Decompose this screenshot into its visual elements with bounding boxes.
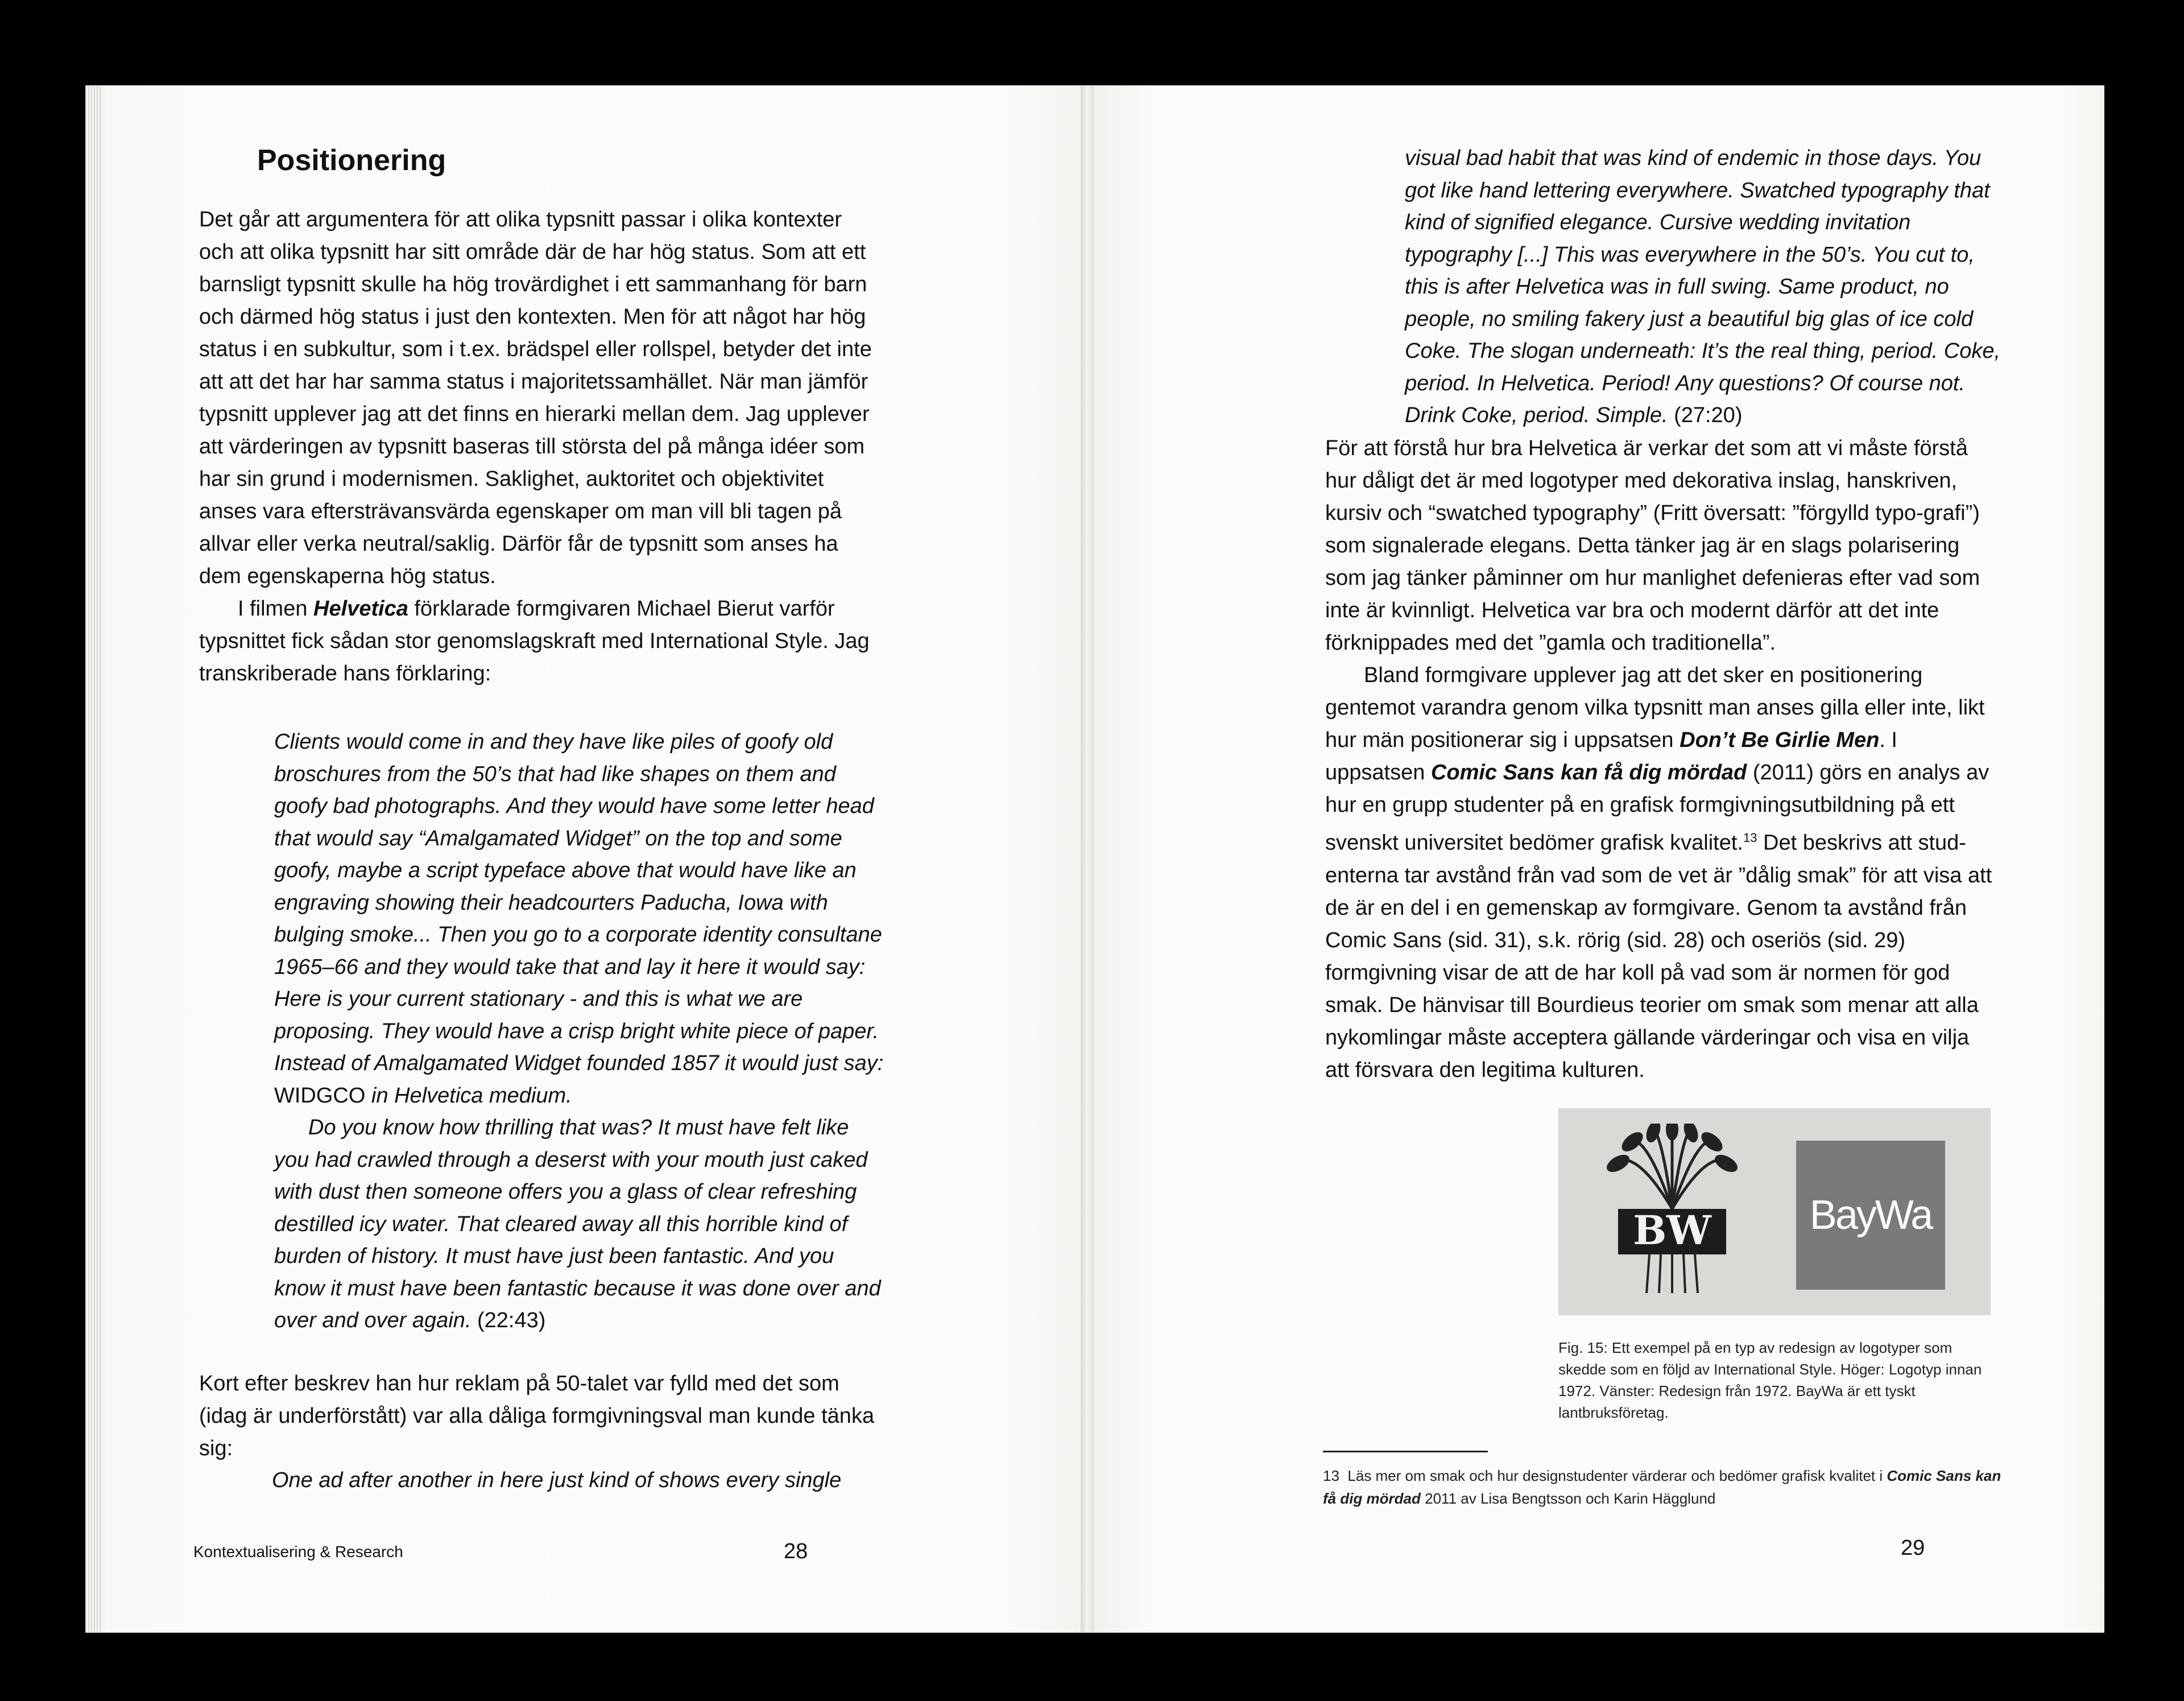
page-number-right: 29 [1901, 1536, 1925, 1560]
book-gutter [1081, 85, 1094, 1633]
left-intro-text [199, 204, 876, 690]
film-paragraph: I filmen Helvetica förklarade formgivaren Michael Bierut varför typsnittet fick sådan stor genomslagskraft med International Style. Jag transkriberade hans förklaring: [199, 597, 870, 686]
footnote: 13 Läs mer om smak och hur designstudenter värderar och bedömer grafisk kvalitet i Comic Sans kan få dig mördad 2011 av Lisa Bengtsson och Karin Hägglund [1323, 1467, 2001, 1507]
left-after-text: Kort efter beskrev han hur reklam på 50-talet var fylld med det som (idag är underförstått) var alla dåliga formgivningsval man kunde tänka sig: [199, 1372, 875, 1460]
intro-paragraph: Det går att argumentera för att olika typsnitt passar i olika kontexter och att olika typsnitt har sitt område där de har hög status. Som att ett barnsligt typsnitt skulle ha hög trovärdighet i ett sammanhang för barn och därmed hög status i just den kontexten. Men för att något har hög status i en subkultur, som i t.ex. brädspel eller rollspel, betyder det inte att att det har har samma status i majoritetssamhället. När man jämför typsnitt upplever jag att det finns en hierarki mellan dem. Jag upplever att värderingen av typsnitt baseras till största del på många idéer som har sin grund i modernismen. Saklighet, auktoritet och objektivitet anses vara eftersträvansvärda egenskaper om man vill bli tagen på allvar eller verka neutral/saklig. Därför får de typsnitt som anses ha dem egenskaperna hög status. [199, 208, 872, 588]
page-number-left: 28 [784, 1539, 808, 1563]
footnote-ref: 13 [1743, 831, 1757, 845]
essay-title-2: Comic Sans kan få dig mördad [1430, 761, 1747, 785]
ad-quote-continued: visual bad habit that was kind of endemic in those days. You got like hand lettering everywhere. Swatched typography that kind of signified elegance. Cursive wedding invitation typography [...] This was everywhere in the 50’s. You cut to, this is after Helvetica was in full swing. Same product, no people, no smiling fakery just a beautiful big glas of ice cold Coke. The slogan underneath: It’s the real thing, period. Coke, period. In Helvetica. Period! Any questions? Of course not. Drink Coke, period. Simple. (27:20) [1405, 146, 2001, 427]
section-heading: Positionering [257, 144, 446, 177]
film-title: Helvetica [313, 597, 408, 621]
bierut-quote [274, 726, 888, 1337]
quote-timestamp: (27:20) [1668, 403, 1743, 427]
quote-timestamp: (22:43) [471, 1308, 546, 1332]
footnote-number: 13 [1323, 1467, 1339, 1484]
page-edge [85, 85, 102, 1633]
wheat-sheaf-icon [1595, 1124, 1749, 1294]
ad-quote-start: One ad after another in here just kind of shows every single [272, 1468, 842, 1492]
footnote-rule [1323, 1451, 1488, 1452]
widgco-word: WIDGCO [274, 1083, 366, 1108]
quote-paragraph-1: Clients would come in and they have like piles of goofy old broschures from the 50’s that had like shapes on them and goofy bad photographs. And they would have some letter head that would say “Amalgamated Widget” on the top and some goofy, maybe a script typeface above that would have like an engraving showing their headcourters Paducha, Iowa with bulging smoke... Then you go to a corporate identity consultane 1965–66 and they would take that and lay it here it would say: Here is your current stationary - and this is what we are proposing. They would have a crisp bright white piece of paper. Instead of Amalgamated Widget founded 1857 it would just say: WIDGCO in Helvetica medium. [274, 730, 884, 1108]
footnote-title: Comic Sans kan få dig mördad [1323, 1467, 2001, 1507]
svg-text:BW: BW [1633, 1207, 1711, 1254]
essay-title-1: Don’t Be Girlie Men [1680, 728, 1880, 752]
quote-paragraph-2: Do you know how thrilling that was? It must have felt like you had crawled through a deserst with your mouth just caked with dust then someone offers you a glass of clear refreshing destilled icy water. That cleared away all this horrible kind of burden of history. It must have just been fantastic. And you know it must have been fantastic because it was done over and over and over again. (22:43) [274, 1116, 881, 1332]
figure-caption: Fig. 15: Ett exempel på en typ av redesign av logotyper som skedde som en följd av International Style. Höger: Logotyp innan 1972. Vänster: Redesign från 1972. BayWa är ett tyskt lantbruksföretag. [1558, 1339, 1982, 1421]
running-footer: Kontextualisering & Research [193, 1543, 403, 1560]
helvetica-paragraph: För att förstå hur bra Helvetica är verkar det som att vi måste förstå hur dåligt det är med logotyper med dekorativa inslag, hanskriven, kursiv och “swatched typography” (Fritt översatt: ”förgylld typo-grafi”) som signalerade elegans. Detta tänker jag är en slags polarisering som jag tänker påminner om hur manlighet defenieras efter vad som inte är kvinnligt. Helvetica var bra och modernt därför att det inte förknippades med det ”gamla och traditionella”. [1325, 436, 1980, 655]
baywa-logo: BayWa [1796, 1141, 1945, 1290]
right-body-text [1325, 432, 1996, 1087]
old-baywa-logo [1595, 1124, 1749, 1294]
positioning-paragraph: Bland formgivare upplever jag att det sker en positionering gentemot varandra genom vilka typsnitt man anses gilla eller inte, likt hur män positionerar sig i uppsatsen Don’t Be Girlie Men. I uppsatsen Comic Sans kan få dig mördad (2011) görs en analys av hur en grupp studenter på en grafisk formgivningsutbildning på ett svenskt universitet bedömer grafisk kvalitet.$^{13}$ Det beskrivs att stud-enterna tar avstånd från vad som de vet är ”dålig smak” för att visa att de är en del i en gemenskap av formgivare. Genom ta avstånd från Comic Sans (sid. 31), s.k. rörig (sid. 28) och oseriös (sid. 29) formgivning visar de att de har koll på vad som är normen för god smak. De hänvisar till Bourdieus teorier om smak som menar att alla nykomlingar måste acceptera gällande värderingar och visa en vilja att försvara den legitima kulturen. [1325, 663, 1992, 1082]
